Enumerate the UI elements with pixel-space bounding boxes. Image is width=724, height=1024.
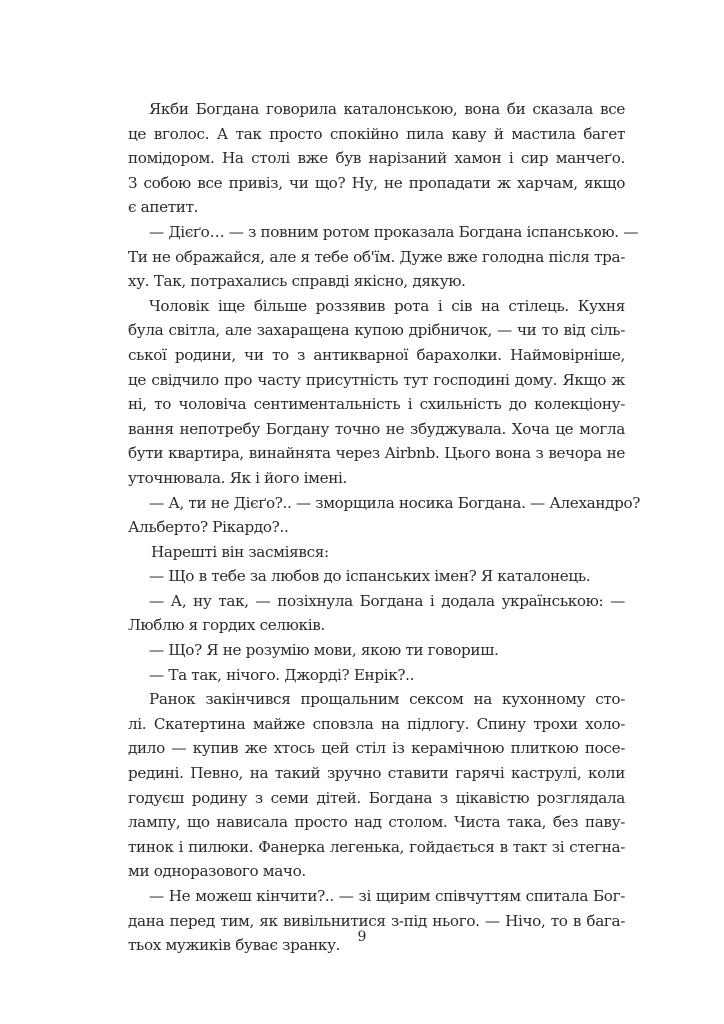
text-line: вання непотребу Богдану точно не збуджувала. Хоча це могла [128,419,625,438]
text-line: Нарешті він засміявся: [151,542,329,561]
text-line: редині. Певно, на такий зручно ставити гарячі каструлі, коли [128,764,625,783]
text-line: це свідчило про часту присутність тут господині дому. Якщо ж [128,370,625,389]
text-line: Ти не ображайся, але я тебе об'їм. Дуже вже голодна після тра- [128,247,625,266]
text-line: — А, ти не Дієґо?.. — зморщила носика Богдана. — Алехандро? [149,493,641,512]
text-line: ху. Так, потрахались справді якісно, дякую. [128,272,466,291]
text-line: ської родини, чи то з антикварної барахолки. Наймовірніше, [128,345,625,364]
text-line: — Що? Я не розумію мови, якою ти говориш. [149,641,499,660]
text-line: Альберто? Рікардо?.. [128,518,289,537]
text-line: — А, ну так, — позіхнула Богдана і додала українською: — [149,591,625,610]
text-line: ми одноразового мачо. [128,862,306,881]
text-line: — Дієґо… — з повним ротом проказала Богдана іспанською. — [149,222,639,241]
text-line: ні, то чоловіча сентиментальність і схильність до колекціону- [128,395,625,414]
text-line: — Та так, нічого. Джорді? Енрік?.. [149,665,415,684]
text-line: помідором. На столі вже був нарізаний хамон і сир манчеґо. [128,149,625,168]
text-line: бути квартира, винайнята через Airbnb. Цього вона з вечора не [128,444,625,463]
text-line: тинок і пилюки. Фанерка легенька, гойдається в такт зі стегна- [128,837,625,856]
text-line: була світла, але захаращена купою дрібничок, — чи то від сіль- [128,321,625,340]
text-line: дана перед тим, як вивільнитися з-під нього. — Нічо, то в бага- [128,911,625,930]
text-line: Люблю я гордих селюків. [128,616,325,635]
text-line: уточнювала. Як і його імені. [128,468,347,487]
text-line: годуєш родину з семи дітей. Богдана з цікавістю розглядала [128,788,625,807]
text-line: є апетит. [128,198,199,217]
text-line: тьох мужиків буває зранку. [128,936,341,955]
text-line: Якби Богдана говорила каталонською, вона би сказала все [149,100,625,118]
text-line: Ранок закінчився прощальним сексом на кухонному сто- [149,690,625,709]
text-line: дило — купив же хтось цей стіл із керамічною плиткою посе- [128,739,625,758]
text-line: це вголос. А так просто спокійно пила каву й мастила багет [128,124,625,143]
text-line: З собою все привіз, чи що? Ну, не пропадати ж харчам, якщо [128,173,625,192]
page-body [128,97,641,958]
text-line: лампу, що нависала просто над столом. Чиста така, без паву- [128,813,625,832]
text-line: Чоловік іще більше роззявив рота і сів на стілець. Кухня [149,296,625,315]
text-line: — Що в тебе за любов до іспанських імен? Я каталонець. [149,567,591,586]
text-line: — Не можеш кінчити?.. — зі щирим співчуттям спитала Бог- [149,887,625,905]
page-number: 9 [357,929,367,945]
text-line: лі. Скатертина майже сповзла на підлогу. Спину трохи холо- [128,714,625,733]
